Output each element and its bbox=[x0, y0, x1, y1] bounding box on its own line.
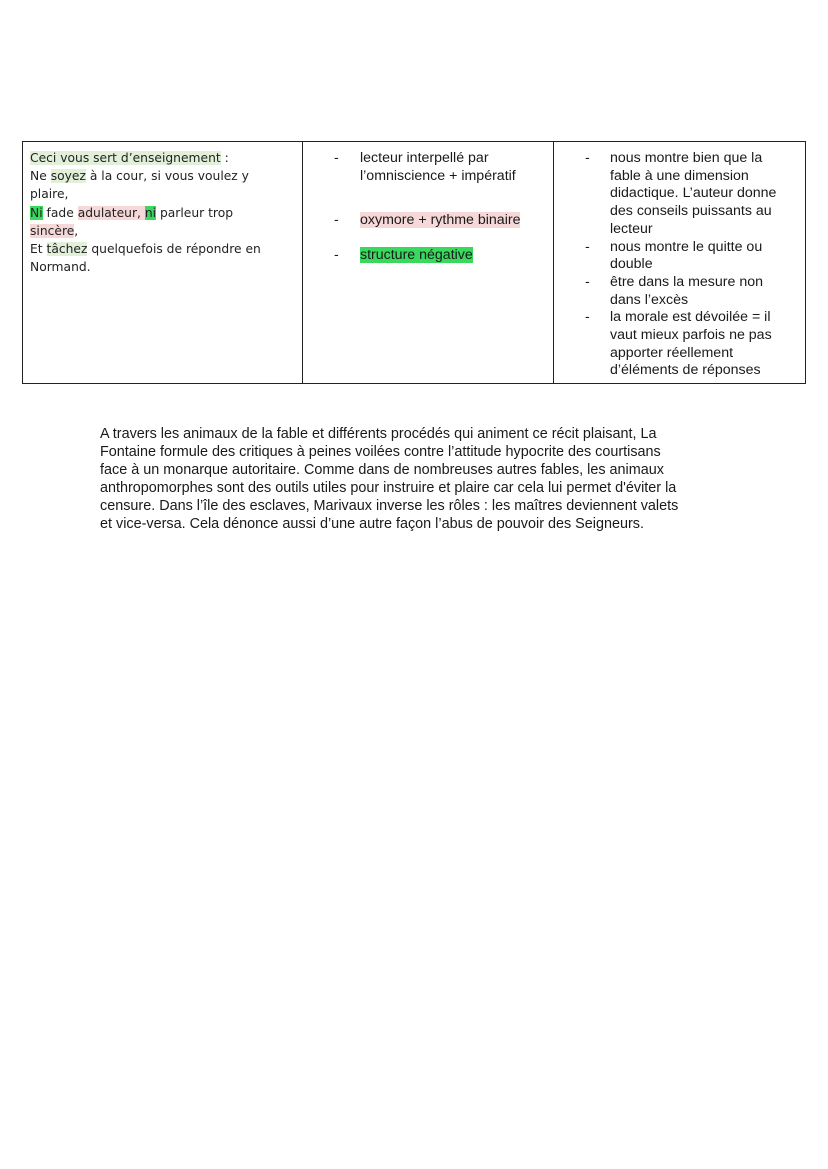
highlight-soyez: soyez bbox=[50, 169, 86, 184]
item-text: lecteur bbox=[610, 220, 653, 237]
highlight-tachez: tâchez bbox=[46, 242, 88, 257]
procedes-list bbox=[303, 142, 553, 265]
quote-cell bbox=[23, 142, 303, 384]
quote-text: Et bbox=[30, 242, 47, 257]
procedes-cell bbox=[303, 142, 554, 384]
quote-line: plaire, bbox=[30, 187, 69, 202]
quote-line bbox=[30, 204, 302, 222]
bullet-dash: - bbox=[585, 150, 590, 166]
list-item bbox=[554, 274, 799, 309]
table-row bbox=[23, 142, 806, 384]
quote-text: , bbox=[74, 223, 79, 238]
quote-line: Normand. bbox=[30, 260, 91, 275]
list-item bbox=[554, 150, 799, 239]
bullet-dash: - bbox=[334, 150, 339, 166]
quote-line bbox=[30, 222, 302, 240]
highlight-structure-negative: structure négative bbox=[360, 247, 473, 264]
quote-text: Ne bbox=[30, 169, 51, 184]
list-item bbox=[303, 150, 547, 185]
list-item bbox=[303, 247, 547, 265]
item-text: double bbox=[610, 256, 653, 273]
bullet-dash: - bbox=[585, 309, 590, 326]
item-text: apporter réellement bbox=[610, 344, 734, 361]
highlight-sincere: sincère bbox=[30, 223, 75, 238]
analysis-table bbox=[22, 141, 806, 384]
paragraph-line: A travers les animaux de la fable et différents procédés qui animent ce récit plaisant, La bbox=[100, 426, 657, 442]
quote-line bbox=[30, 167, 302, 185]
list-item bbox=[303, 212, 547, 230]
item-text: vaut mieux parfois ne pas bbox=[610, 327, 772, 344]
item-text: didactique. L’auteur donne bbox=[610, 185, 777, 202]
quote-line bbox=[30, 240, 302, 258]
item-text: l’omniscience + impératif bbox=[360, 167, 516, 184]
highlight-ni: ni bbox=[144, 205, 157, 220]
highlight-ni: Ni bbox=[30, 205, 43, 220]
quote-text: fade bbox=[42, 205, 78, 220]
bullet-dash: - bbox=[585, 238, 590, 255]
highlight-enseignement: Ceci vous sert d’enseignement bbox=[30, 151, 221, 165]
paragraph-line: et vice-versa. Cela dénonce aussi d’une autre façon l’abus de pouvoir des Seigneurs. bbox=[100, 515, 644, 532]
item-text: être dans la mesure non bbox=[610, 273, 764, 290]
quote-line bbox=[30, 149, 302, 167]
highlight-oxymore: oxymore + rythme binaire bbox=[360, 212, 521, 229]
list-item bbox=[554, 239, 799, 274]
quote-text: : bbox=[220, 151, 229, 165]
bullet-dash: - bbox=[585, 273, 590, 290]
paragraph-line: face à un monarque autoritaire. Comme dans de nombreuses autres fables, les animaux bbox=[100, 461, 664, 478]
item-text: d’éléments de réponses bbox=[610, 362, 761, 379]
fable-quote bbox=[23, 142, 302, 276]
paragraph-line: censure. Dans l’île des esclaves, Marivaux inverse les rôles : les maîtres deviennent valets bbox=[100, 497, 679, 514]
item-text: nous montre le quitte ou bbox=[610, 238, 763, 255]
item-text: des conseils puissants au bbox=[610, 203, 772, 220]
paragraph-line: Fontaine formule des critiques à peines voilées contre l’attitude hypocrite des courtisans bbox=[100, 443, 661, 460]
item-text: fable à une dimension bbox=[610, 167, 749, 184]
paragraph-line: anthropomorphes sont des outils utiles pour instruire et plaire car cela lui permet d'éviter la bbox=[100, 479, 677, 496]
quote-text: à la cour, si vous voulez y bbox=[85, 169, 249, 184]
quote-text: parleur trop bbox=[156, 205, 234, 220]
bullet-dash: - bbox=[334, 247, 339, 264]
conclusion-paragraph bbox=[100, 426, 740, 533]
item-text: la morale est dévoilée = il bbox=[610, 309, 771, 326]
bullet-dash: - bbox=[334, 212, 339, 229]
item-text: lecteur interpellé par bbox=[360, 150, 489, 166]
list-item bbox=[554, 309, 799, 380]
quote-text: quelquefois de répondre en bbox=[87, 242, 261, 257]
item-text: dans l’excès bbox=[610, 291, 689, 308]
interpretations-list bbox=[554, 142, 805, 380]
highlight-adulateur: adulateur, bbox=[77, 205, 145, 220]
interpretations-cell bbox=[554, 142, 806, 384]
item-text: nous montre bien que la bbox=[610, 150, 763, 166]
